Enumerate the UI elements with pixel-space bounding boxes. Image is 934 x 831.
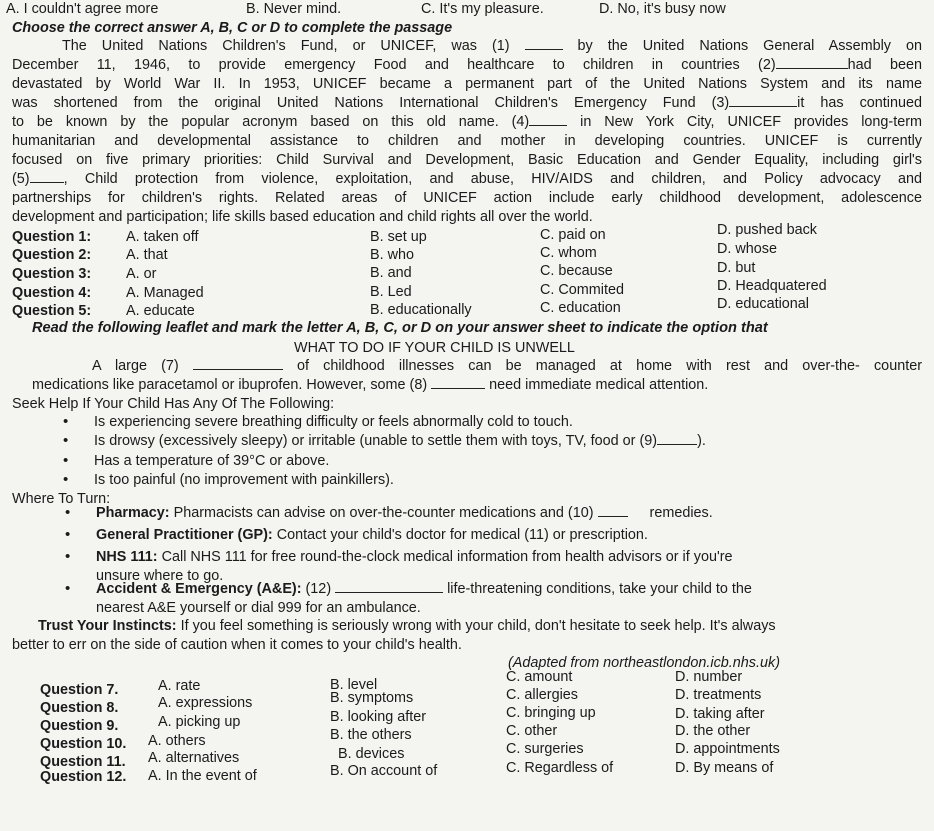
q3-option-c[interactable]: C. because	[540, 263, 613, 279]
section2-instruction: Read the following leaflet and mark the letter A, B, C, or D on your answer sheet to indicate the option that	[32, 320, 768, 336]
symptom-1: • Is experiencing severe breathing difficulty or feels abnormally cold to touch.	[94, 413, 573, 432]
q1-option-b[interactable]: B. set up	[370, 229, 427, 245]
passage-line-10: development and participation; life skills based education and child rights all over the world.	[12, 209, 593, 225]
q11-label: Question 11.	[40, 754, 126, 770]
q10-option-d[interactable]: D. the other	[675, 723, 751, 739]
turn-pharmacy: • Pharmacy: Pharmacists can advise on over-the-counter medications and (10) remedies.	[96, 504, 822, 523]
trust-instincts-cont: better to err on the side of caution when it comes to your child's health.	[12, 637, 462, 653]
q8-option-d[interactable]: D. treatments	[675, 687, 762, 703]
blank-1	[525, 37, 563, 50]
blank-8	[431, 376, 485, 389]
q10-option-b[interactable]: B. the others	[330, 727, 412, 743]
q8-option-b[interactable]: B. symptoms	[330, 690, 414, 706]
q5-option-a[interactable]: A. educate	[126, 303, 195, 319]
q3-option-b[interactable]: B. and	[370, 265, 412, 281]
q1-option-a[interactable]: A. taken off	[126, 229, 199, 245]
q11-option-c[interactable]: C. surgeries	[506, 741, 584, 757]
passage-line-3: devastated by World War II. In 1953, UNICEF became a permanent part of the United Nations System and its name	[12, 76, 922, 92]
q3-label: Question 3:	[12, 266, 92, 282]
turn-gp: • General Practitioner (GP): Contact your child's doctor for medical (11) or prescription.	[96, 526, 648, 545]
trust-instincts-line: Trust Your Instincts: If you feel something is seriously wrong with your child, don't hesitate to seek help. It's always	[38, 618, 776, 634]
passage-line-6: humanitarian and developmental assistance to children and mother in developing countries. UNICEF is currently	[12, 133, 922, 149]
q2-option-a[interactable]: A. that	[126, 247, 168, 263]
passage-line-9: partnerships for children's rights. Related areas of UNICEF action include early childhood development, adolescence	[12, 190, 922, 206]
q8-option-c[interactable]: C. allergies	[506, 687, 578, 703]
q5-label: Question 5:	[12, 303, 92, 319]
q2-option-d[interactable]: D. whose	[717, 241, 777, 257]
turn-ae: • Accident & Emergency (A&E): (12) life-threatening conditions, take your child to the	[96, 580, 752, 599]
top-option-b: B. Never mind.	[246, 1, 342, 17]
q7-option-d[interactable]: D. number	[675, 669, 743, 685]
passage-line-1: The United Nations Children's Fund, or UNICEF, was (1) by the United Nations General Assembly on	[62, 38, 922, 54]
source-citation: (Adapted from northeastlondon.icb.nhs.uk)	[508, 655, 780, 671]
top-option-a: A. I couldn't agree more	[6, 1, 159, 17]
turn-ae-cont: nearest A&E yourself or dial 999 for an ambulance.	[96, 600, 421, 616]
q12-option-a[interactable]: A. In the event of	[148, 768, 257, 784]
q1-option-c[interactable]: C. paid on	[540, 227, 606, 243]
turn-nhs111-cont: unsure where to go.	[96, 568, 224, 584]
q8-label: Question 8.	[40, 700, 119, 716]
q4-option-b[interactable]: B. Led	[370, 284, 412, 300]
top-option-d: D. No, it's busy now	[599, 1, 726, 17]
q3-option-a[interactable]: A. or	[126, 266, 157, 282]
q12-option-b[interactable]: B. On account of	[330, 763, 438, 779]
blank-5	[30, 170, 64, 183]
q2-option-b[interactable]: B. who	[370, 247, 414, 263]
q12-option-c[interactable]: C. Regardless of	[506, 760, 614, 776]
passage-line-8: (5) , Child protection from violence, exploitation, and abuse, HIV/AIDS and children, and Policy advocacy and	[12, 171, 922, 187]
q9-option-a[interactable]: A. picking up	[158, 714, 241, 730]
passage-line-5: to be known by the popular acronym based on this old name. (4) in New York City, UNICEF provides long-term	[12, 114, 923, 130]
top-option-c: C. It's my pleasure.	[421, 1, 544, 17]
q4-label: Question 4:	[12, 285, 92, 301]
blank-10	[598, 504, 628, 517]
blank-4	[529, 113, 567, 126]
q4-option-c[interactable]: C. Commited	[540, 282, 624, 298]
q11-option-b[interactable]: B. devices	[338, 746, 405, 762]
leaflet-intro-line-2: medications like paracetamol or ibuprofen. However, some (8) need immediate medical attention.	[32, 377, 709, 393]
q9-option-b[interactable]: B. looking after	[330, 709, 426, 725]
section1-instruction: Choose the correct answer A, B, C or D to complete the passage	[12, 20, 453, 36]
symptom-4: • Is too painful (no improvement with painkillers).	[94, 471, 394, 490]
blank-7	[193, 357, 283, 370]
q1-label: Question 1:	[12, 229, 92, 245]
symptom-2: • Is drowsy (excessively sleepy) or irritable (unable to settle them with toys, TV, food or (9) ).	[94, 432, 706, 451]
leaflet-intro-line-1: A large (7) of childhood illnesses can be managed at home with rest and over-the- counter	[92, 358, 922, 374]
q7-option-c[interactable]: C. amount	[506, 669, 573, 685]
q2-label: Question 2:	[12, 247, 92, 263]
q3-option-d[interactable]: D. but	[717, 260, 756, 276]
blank-2	[776, 56, 848, 69]
q4-option-d[interactable]: D. Headquatered	[717, 278, 827, 294]
q7-option-b[interactable]: B. level	[330, 677, 378, 693]
blank-12	[335, 580, 443, 593]
symptom-3: • Has a temperature of 39°C or above.	[94, 452, 329, 471]
q9-label: Question 9.	[40, 718, 119, 734]
q12-label: Question 12.	[40, 769, 127, 785]
passage-line-2: December 11, 1946, to provide emergency Food and healthcare to children in countries (2) had been	[12, 57, 922, 73]
q7-option-a[interactable]: A. rate	[158, 678, 201, 694]
q12-option-d[interactable]: D. By means of	[675, 760, 774, 776]
q9-option-d[interactable]: D. taking after	[675, 706, 765, 722]
passage-line-7: focused on five primary priorities: Child Survival and Development, Basic Education and Gender Equality, including girl's	[12, 152, 922, 168]
passage-line-4: was shortened from the original United Nations International Children's Emergency Fund (3) it has continued	[12, 95, 922, 111]
q10-option-a[interactable]: A. others	[148, 733, 206, 749]
leaflet-heading: WHAT TO DO IF YOUR CHILD IS UNWELL	[294, 340, 575, 356]
q5-option-d[interactable]: D. educational	[717, 296, 810, 312]
turn-nhs111: • NHS 111: Call NHS 111 for free round-the-clock medical information from health advisors or if you're	[96, 548, 733, 567]
seek-help-heading: Seek Help If Your Child Has Any Of The Following:	[12, 396, 335, 412]
q9-option-c[interactable]: C. bringing up	[506, 705, 596, 721]
q5-option-c[interactable]: C. education	[540, 300, 621, 316]
q5-option-b[interactable]: B. educationally	[370, 302, 472, 318]
q2-option-c[interactable]: C. whom	[540, 245, 597, 261]
q10-option-c[interactable]: C. other	[506, 723, 558, 739]
q11-option-d[interactable]: D. appointments	[675, 741, 780, 757]
q8-option-a[interactable]: A. expressions	[158, 695, 253, 711]
q10-label: Question 10.	[40, 736, 127, 752]
q4-option-a[interactable]: A. Managed	[126, 285, 204, 301]
blank-9	[657, 432, 697, 445]
blank-3	[729, 94, 797, 107]
where-to-turn-heading: Where To Turn:	[12, 491, 111, 507]
q7-label: Question 7.	[40, 682, 119, 698]
q1-option-d[interactable]: D. pushed back	[717, 222, 817, 238]
q11-option-a[interactable]: A. alternatives	[148, 750, 240, 766]
